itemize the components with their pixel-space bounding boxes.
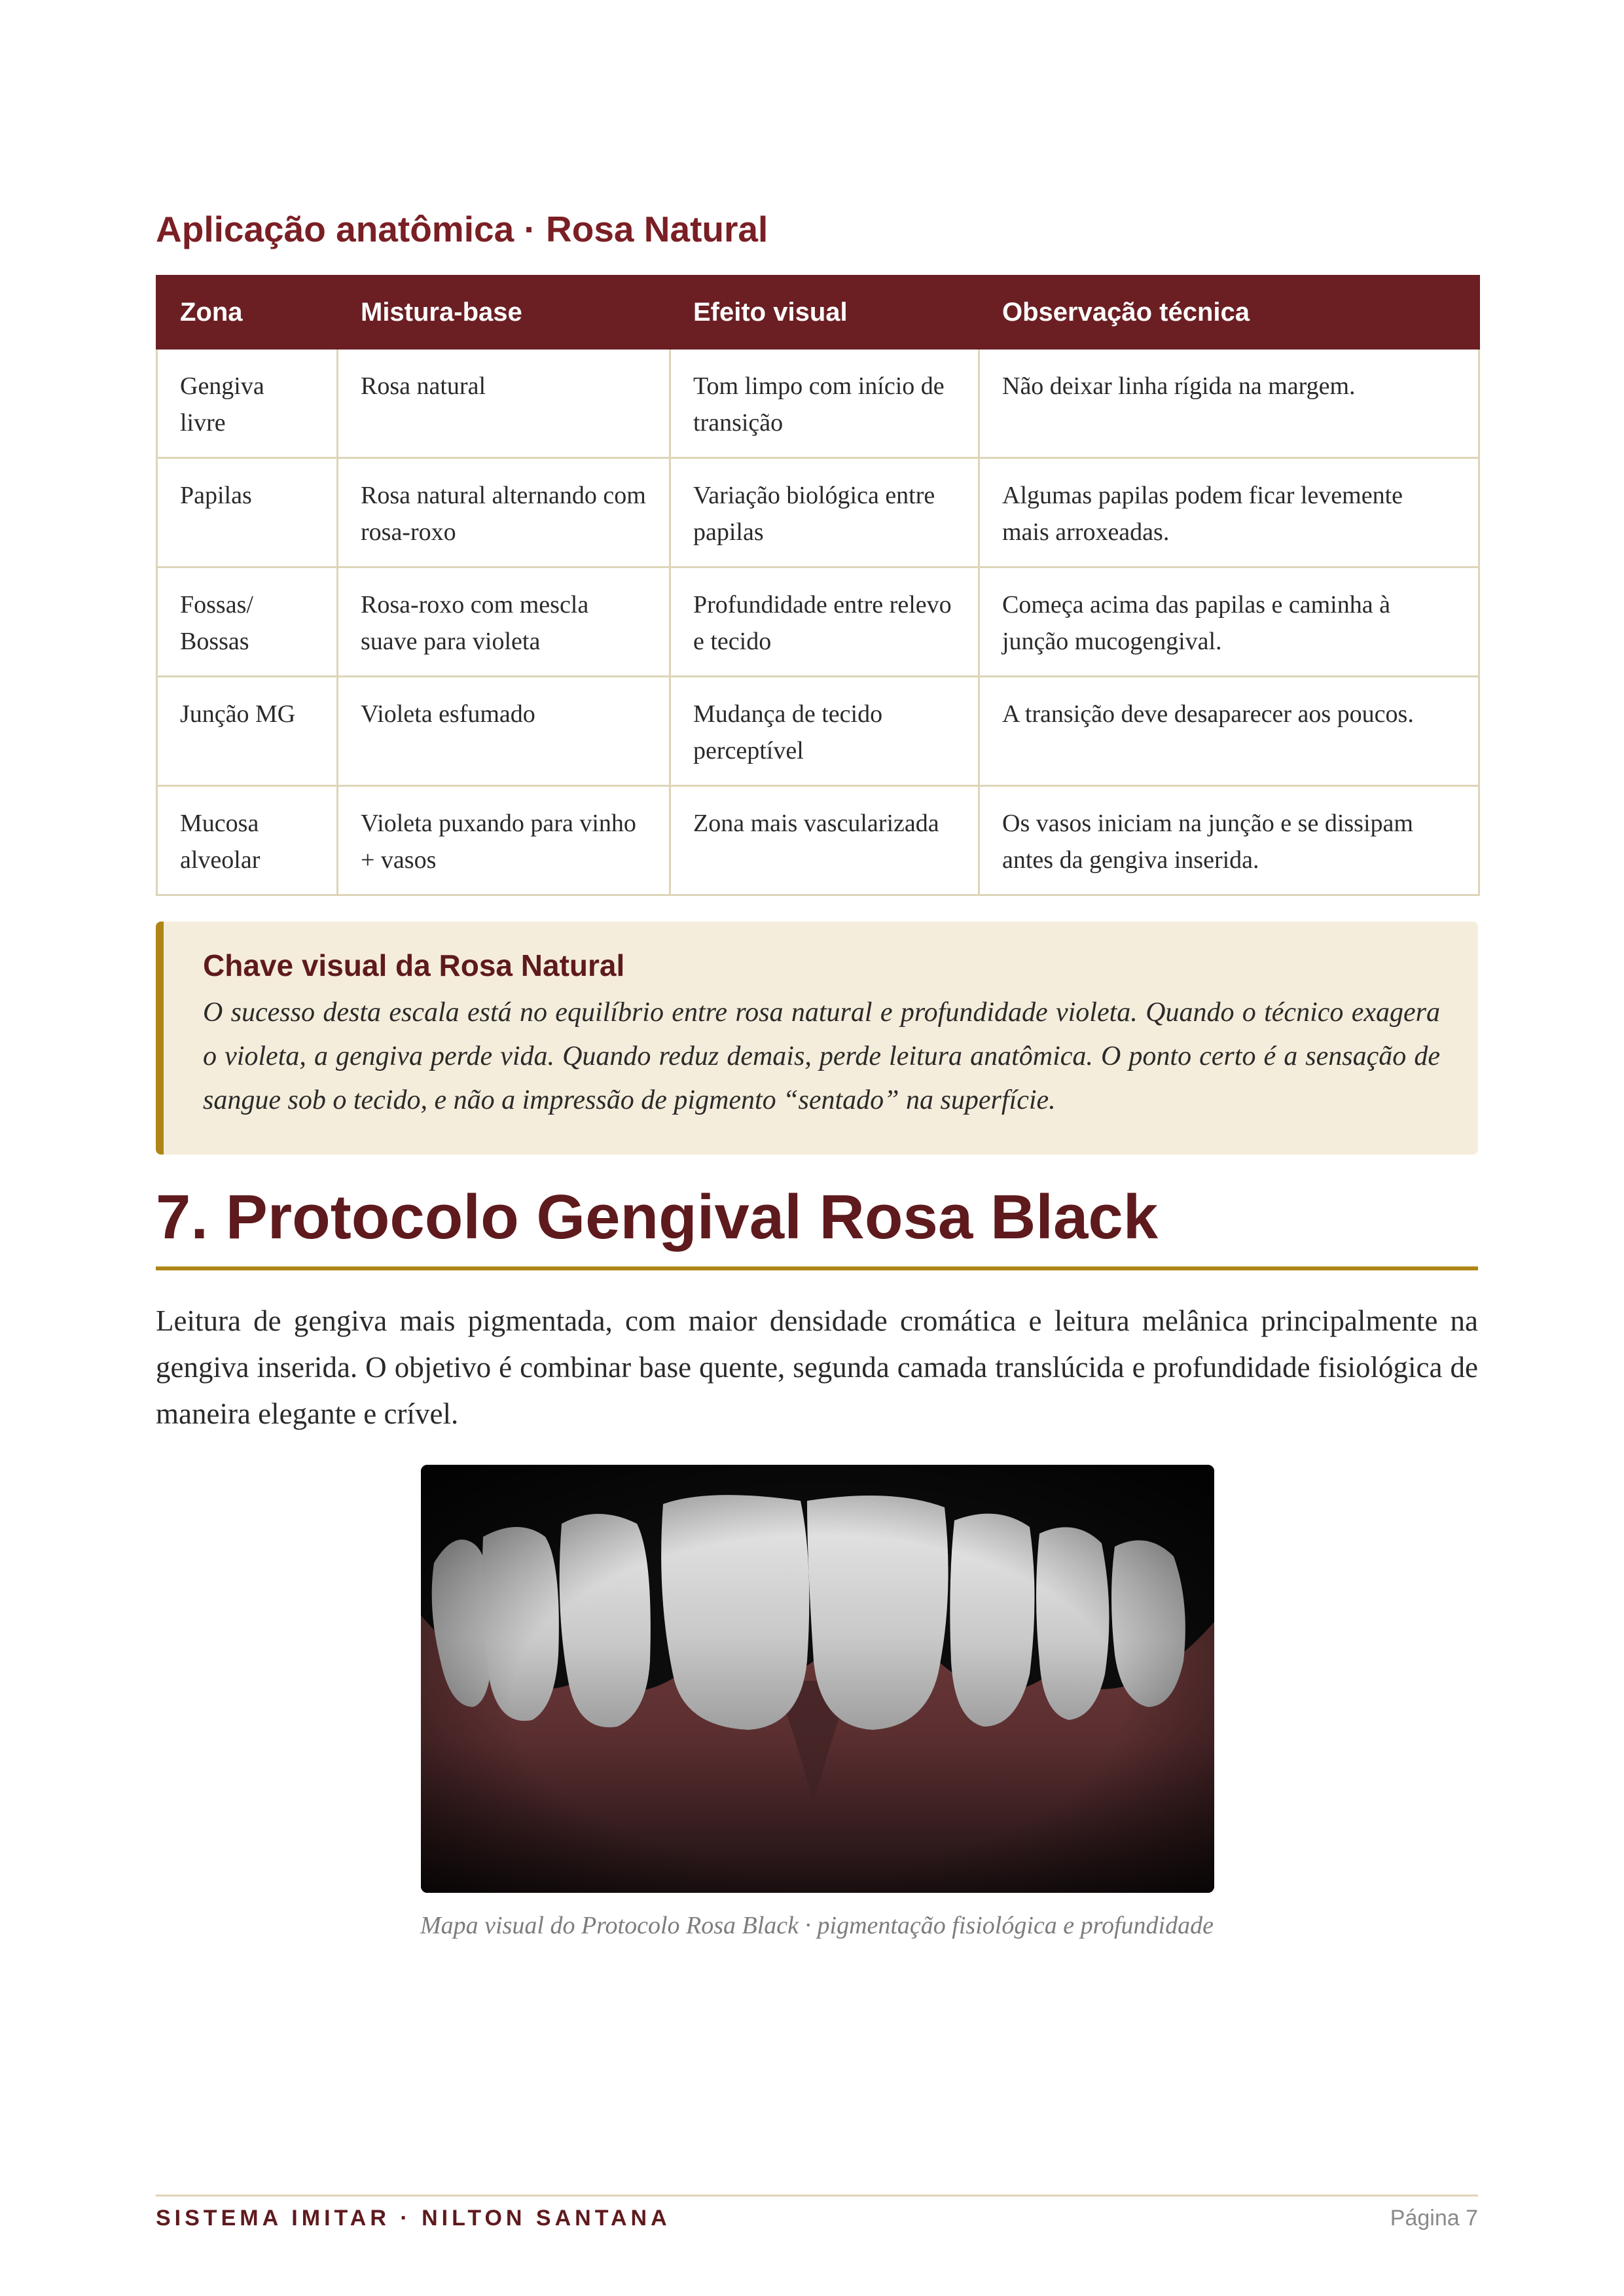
table-cell: Junção MG — [157, 677, 338, 786]
table-cell: Gengiva livre — [157, 349, 338, 458]
table-cell: Começa acima das papilas e caminha à junção mucogengival. — [979, 567, 1479, 677]
footer-brand: SISTEMA IMITAR · NILTON SANTANA — [156, 2206, 671, 2231]
section-subtitle: Aplicação anatômica · Rosa Natural — [156, 209, 768, 249]
visual-key-callout — [156, 922, 1478, 1155]
table-cell: Mudança de tecido perceptível — [670, 677, 979, 786]
table-cell: Violeta puxando para vinho + vasos — [338, 786, 670, 895]
table-cell: Mucosa alveolar — [157, 786, 338, 895]
column-header: Zona — [157, 276, 338, 349]
table-cell: Variação biológica entre papilas — [670, 458, 979, 567]
table-cell: Violeta esfumado — [338, 677, 670, 786]
table-cell: Fossas/ Bossas — [157, 567, 338, 677]
table-row — [157, 349, 1479, 458]
column-header: Observação técnica — [979, 276, 1479, 349]
table-row — [157, 677, 1479, 786]
table-cell: Os vasos iniciam na junção e se dissipam antes da gengiva inserida. — [979, 786, 1479, 895]
table-row — [157, 567, 1479, 677]
table-cell: Profundidade entre relevo e tecido — [670, 567, 979, 677]
anatomical-application-table — [156, 275, 1480, 896]
table-row — [157, 786, 1479, 895]
table-cell: Rosa natural alternando com rosa-roxo — [338, 458, 670, 567]
heading-divider — [156, 1266, 1478, 1270]
callout-body: O sucesso desta escala está no equilíbrio entre rosa natural e profundidade violeta. Quando o técnico exagera o violeta, a gengiva perde vida. Quando reduz demais, perde leitura anatômica. O ponto certo é a sensação de sangue sob o tecido, e não a impressão de pigmento “sentado” na superfície. — [203, 997, 1440, 1115]
table-cell: Não deixar linha rígida na margem. — [979, 349, 1479, 458]
table-cell: Algumas papilas podem ficar levemente mais arroxeadas. — [979, 458, 1479, 567]
table-cell: Zona mais vascularizada — [670, 786, 979, 895]
intro-paragraph: Leitura de gengiva mais pigmentada, com maior densidade cromática e leitura melânica principalmente na gengiva inserida. O objetivo é combinar base quente, segunda camada translúcida e profundidade fisiológica de maneira elegante e crível. — [156, 1304, 1478, 1430]
table-cell: Rosa-roxo com mescla suave para violeta — [338, 567, 670, 677]
table-cell: Tom limpo com início de transição — [670, 349, 979, 458]
footer-divider — [156, 2195, 1478, 2197]
table-cell: Papilas — [157, 458, 338, 567]
section-heading: 7. Protocolo Gengival Rosa Black — [156, 1182, 1159, 1252]
figure-caption: Mapa visual do Protocolo Rosa Black · pigmentação fisiológica e profundidade — [420, 1912, 1214, 1939]
dental-photo — [421, 1465, 1214, 1893]
table-row — [157, 458, 1479, 567]
page-number: Página 7 — [1390, 2206, 1478, 2231]
table-cell: Rosa natural — [338, 349, 670, 458]
callout-title: Chave visual da Rosa Natural — [203, 948, 625, 982]
column-header: Efeito visual — [670, 276, 979, 349]
table-cell: A transição deve desaparecer aos poucos. — [979, 677, 1479, 786]
table-header-row — [157, 276, 1479, 349]
column-header: Mistura-base — [338, 276, 670, 349]
